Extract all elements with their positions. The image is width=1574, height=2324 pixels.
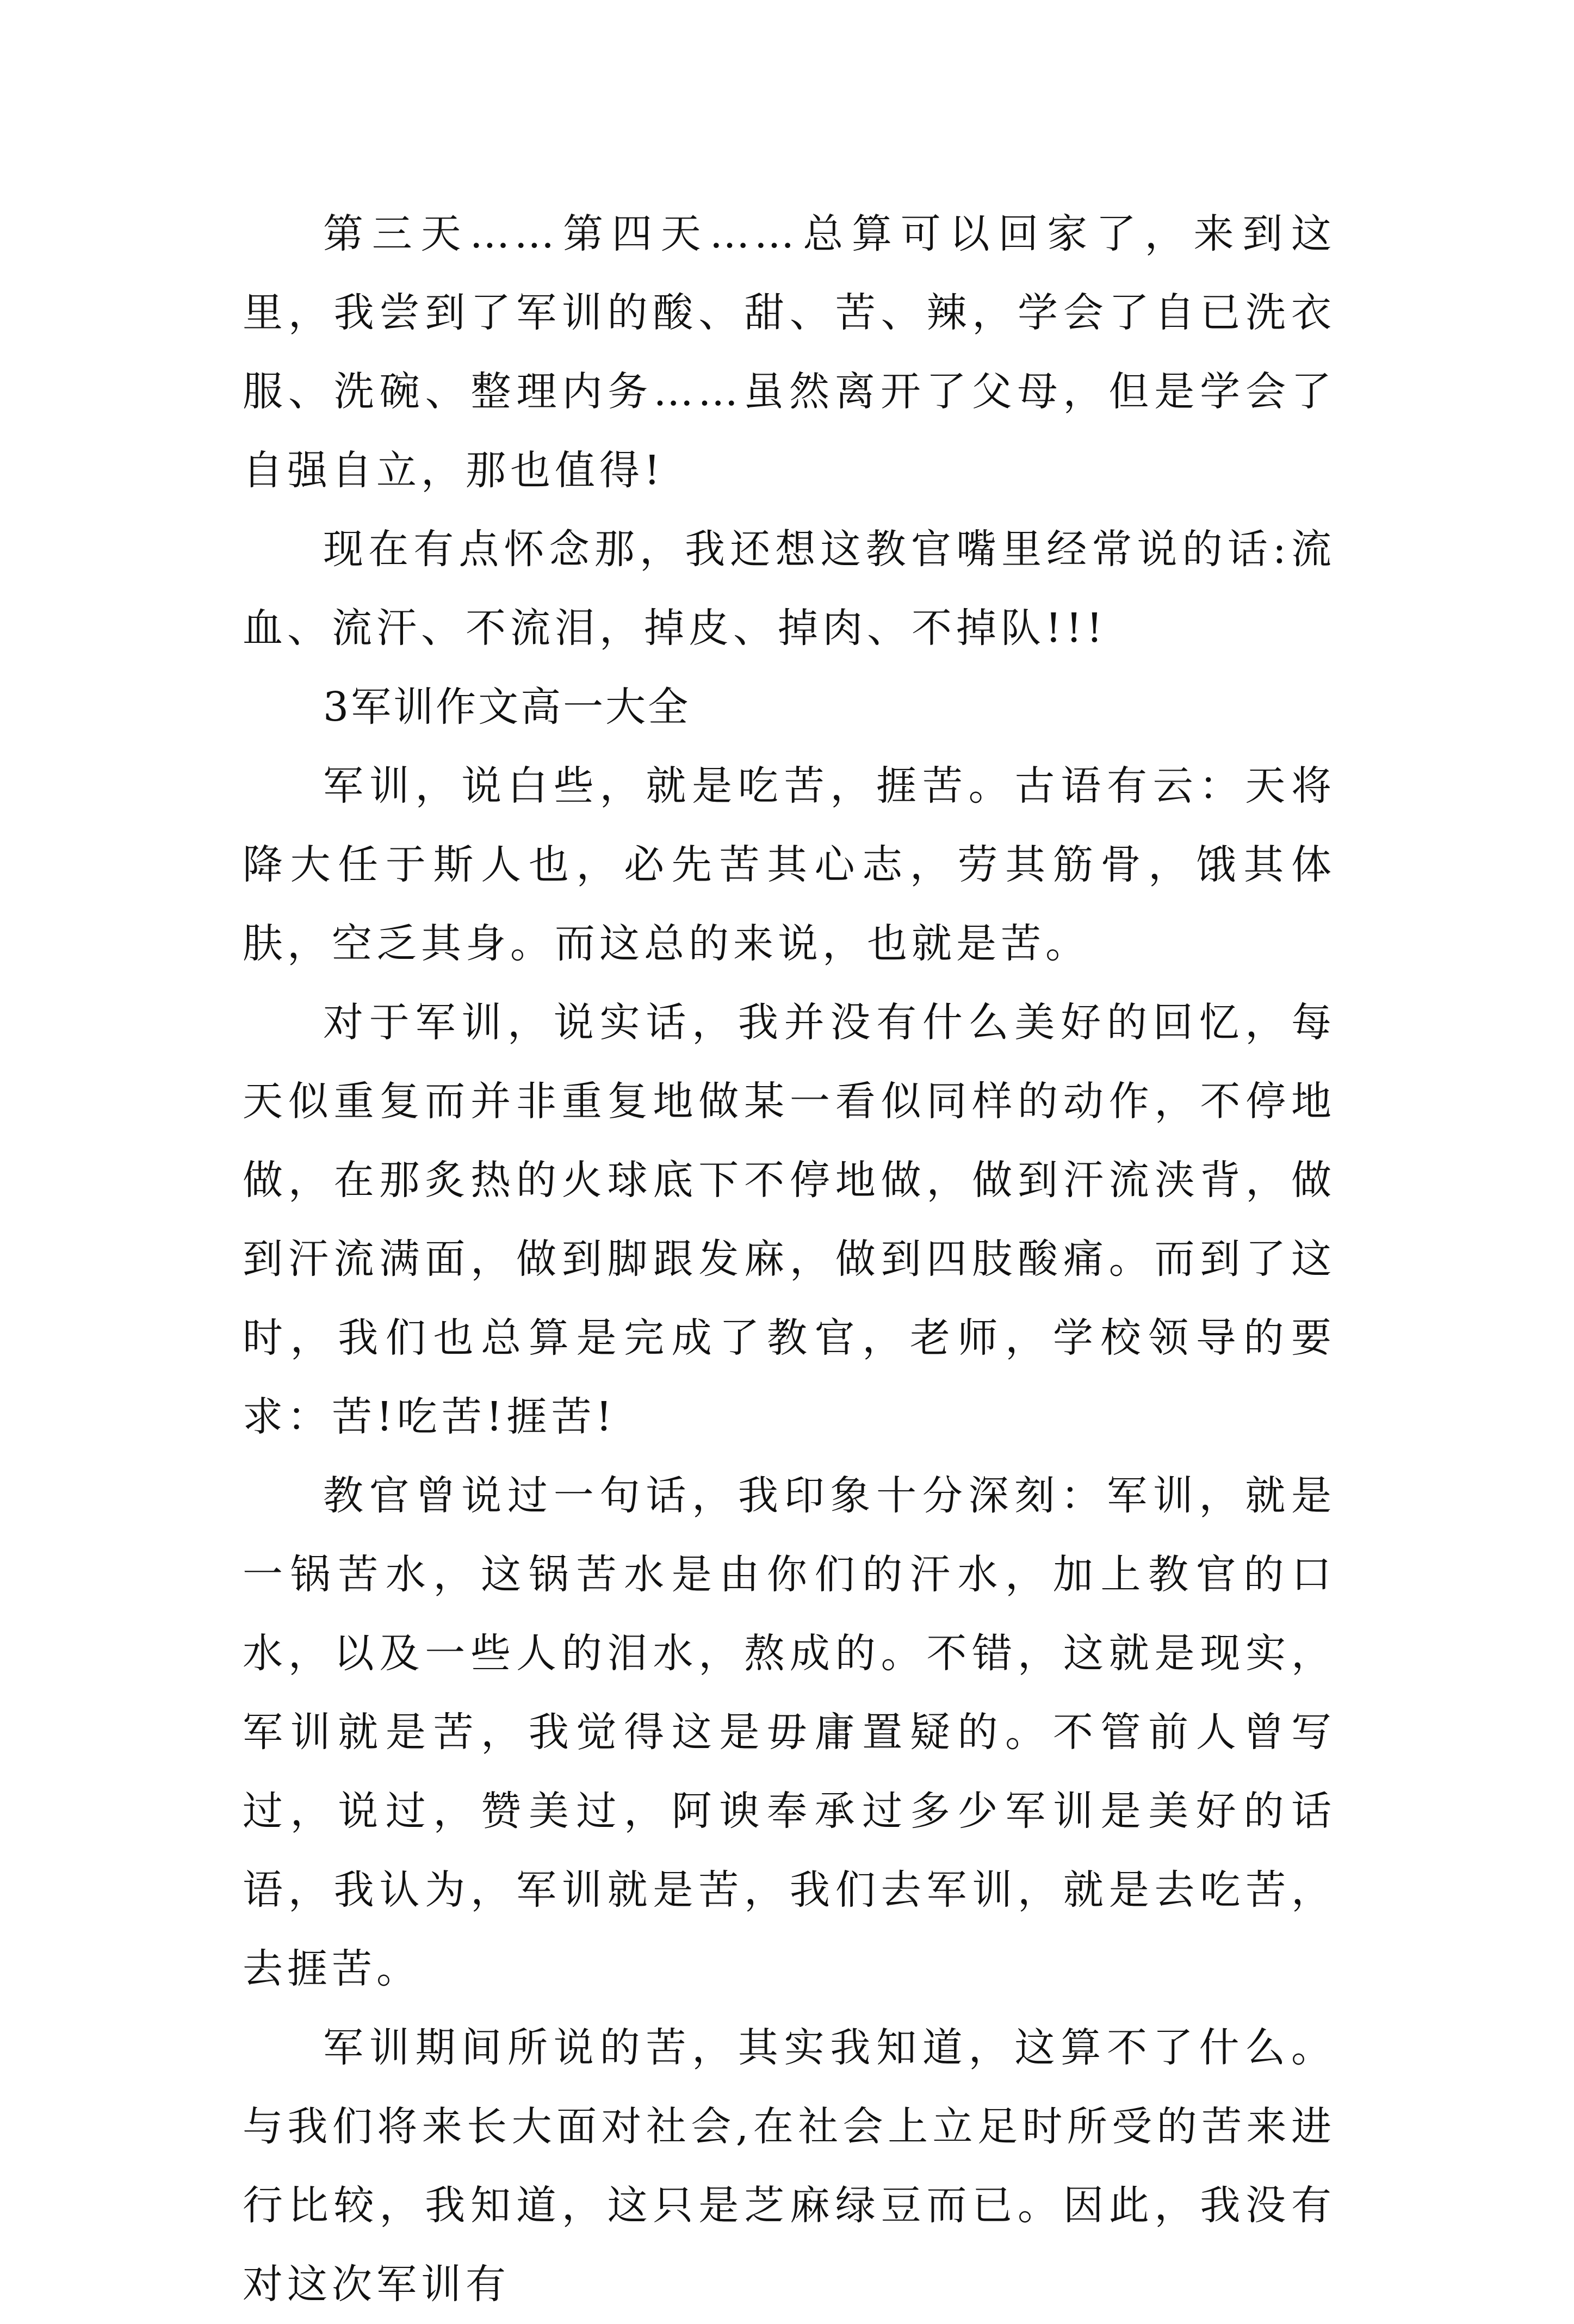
paragraph-miss-instructor: 现在有点怀念那，我还想这教官嘴里经常说的话:流血、流汗、不流泪，掉皮、掉肉、不掉队!!! — [243, 526, 1336, 652]
paragraph-no-good-memories: 对于军训，说实话，我并没有什么美好的回忆，每天似重复而并非重复地做某一看似同样的动作，不停地做，在那炙热的火球底下不停地做，做到汗流浃背，做到汗流满面，做到脚跟发麻，做到四肢酸痛。而到了这时，我们也总算是完成了教官，老师，学校领导的要求：苦!吃苦!捱苦! — [243, 999, 1336, 1440]
paragraph-day-three-four: 第三天……第四天……总算可以回家了，来到这里，我尝到了军训的酸、甜、苦、辣，学会了自已洗衣服、洗碗、整理内务……虽然离开了父母，但是学会了自强自立，那也值得! — [243, 210, 1336, 494]
paragraph-military-training-hardship: 军训，说白些，就是吃苦，捱苦。古语有云：天将降大任于斯人也，必先苦其心志，劳其筋骨，饿其体肤，空乏其身。而这总的来说，也就是苦。 — [243, 763, 1336, 967]
section-heading: 3军训作文高一大全 — [323, 684, 691, 730]
paragraph-future-hardship: 军训期间所说的苦，其实我知道，这算不了什么。与我们将来长大面对社会,在社会上立足时所受的苦来进行比较，我知道，这只是芝麻绿豆而已。因此，我没有对这次军训有 — [243, 2024, 1336, 2308]
paragraph-instructor-quote: 教官曾说过一句话，我印象十分深刻：军训，就是一锅苦水，这锅苦水是由你们的汗水，加上教官的口水，以及一些人的泪水，熬成的。不错，这就是现实，军训就是苦，我觉得这是毋庸置疑的。不管前人曾写过，说过，赞美过，阿谀奉承过多少军训是美好的话语，我认为，军训就是苦，我们去军训，就是去吃苦，去捱苦。 — [243, 1472, 1336, 1992]
document-body — [243, 195, 1336, 2324]
